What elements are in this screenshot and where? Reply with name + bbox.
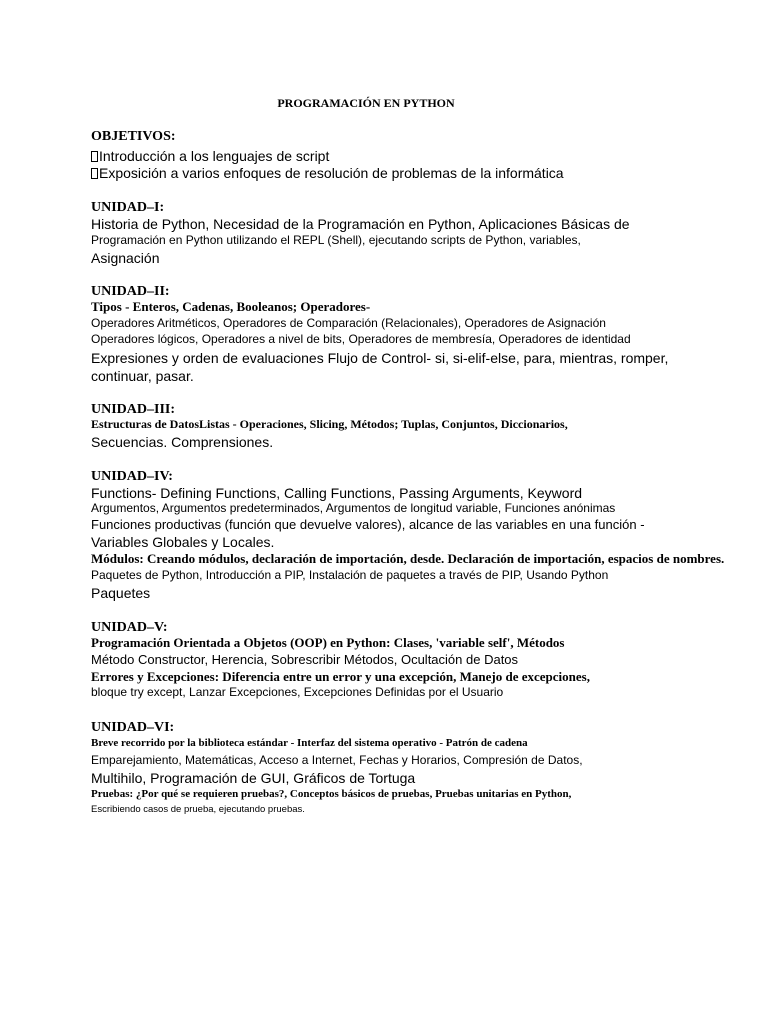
unit-5-line: Programación Orientada a Objetos (OOP) en Python: Clases, 'variable self', Métodos — [91, 635, 565, 650]
page-title: PROGRAMACIÓN EN PYTHON — [277, 96, 455, 110]
unit-6-line: Pruebas: ¿Por qué se requieren pruebas?, Conceptos básicos de pruebas, Pruebas unitarias en Python, — [91, 788, 572, 800]
unit-1-line: Programación en Python utilizando el REPL (Shell), ejecutando scripts de Python, variables, — [91, 233, 581, 247]
bullet-box-icon — [91, 151, 98, 162]
unit-2-line: Expresiones y orden de evaluaciones Flujo de Control- si, si-elif-else, para, mientras, romper, — [91, 350, 669, 366]
unit-4-line: Funciones productivas (función que devuelve valores), alcance de las variables en una función - — [91, 517, 645, 532]
unit-2-line: continuar, pasar. — [91, 368, 194, 384]
unit-2-line: Operadores lógicos, Operadores a nivel de bits, Operadores de membresía, Operadores de identidad — [91, 332, 631, 346]
objetivo-text: Exposición a varios enfoques de resolución de problemas de la informática — [99, 165, 564, 181]
unit-2-line: Operadores Aritméticos, Operadores de Comparación (Relacionales), Operadores de Asignación — [91, 316, 606, 330]
objetivo-text: Introducción a los lenguajes de script — [99, 148, 330, 164]
unit-4-heading: UNIDAD–IV: — [91, 469, 173, 484]
unit-4-line: Argumentos, Argumentos predeterminados, Argumentos de longitud variable, Funciones anónimas — [91, 501, 616, 515]
unit-2-heading: UNIDAD–II: — [91, 284, 170, 299]
unit-5-line: Errores y Excepciones: Diferencia entre un error y una excepción, Manejo de excepciones, — [91, 669, 590, 684]
unit-5-line: bloque try except, Lanzar Excepciones, Excepciones Definidas por el Usuario — [91, 685, 504, 699]
unit-3-heading: UNIDAD–III: — [91, 402, 176, 417]
unit-6-line: Multihilo, Programación de GUI, Gráficos de Tortuga — [91, 770, 416, 786]
objetivos-heading: OBJETIVOS: — [91, 129, 176, 144]
unit-5-heading: UNIDAD–V: — [91, 620, 168, 635]
unit-1-heading: UNIDAD–I: — [91, 200, 165, 215]
objetivo-item — [91, 149, 329, 163]
unit-4-line: Functions- Defining Functions, Calling Functions, Passing Arguments, Keyword — [91, 485, 583, 501]
unit-6-heading: UNIDAD–VI: — [91, 720, 175, 735]
unit-6-line: Escribiendo casos de prueba, ejecutando pruebas. — [91, 804, 305, 815]
unit-2-line: Tipos - Enteros, Cadenas, Booleanos; Operadores- — [91, 299, 371, 314]
unit-4-line: Módulos: Creando módulos, declaración de importación, desde. Declaración de importación, espacios de nombres. — [91, 551, 725, 566]
unit-1-line: Asignación — [91, 250, 160, 266]
unit-6-line: Emparejamiento, Matemáticas, Acceso a Internet, Fechas y Horarios, Compresión de Datos, — [91, 753, 583, 767]
unit-4-line: Paquetes — [91, 585, 151, 601]
unit-3-line: Estructuras de DatosListas - Operaciones, Slicing, Métodos; Tuplas, Conjuntos, Diccionarios, — [91, 417, 568, 431]
unit-4-line: Variables Globales y Locales. — [91, 534, 275, 550]
unit-3-line: Secuencias. Comprensiones. — [91, 434, 274, 450]
objetivo-item — [91, 166, 564, 180]
unit-5-line: Método Constructor, Herencia, Sobrescribir Métodos, Ocultación de Datos — [91, 652, 519, 667]
unit-1-line: Historia de Python, Necesidad de la Programación en Python, Aplicaciones Básicas de — [91, 216, 630, 232]
unit-6-line: Breve recorrido por la biblioteca estándar - Interfaz del sistema operativo - Patrón de cadena — [91, 737, 528, 749]
bullet-box-icon — [91, 168, 98, 179]
unit-4-line: Paquetes de Python, Introducción a PIP, Instalación de paquetes a través de PIP, Usando Python — [91, 568, 609, 582]
